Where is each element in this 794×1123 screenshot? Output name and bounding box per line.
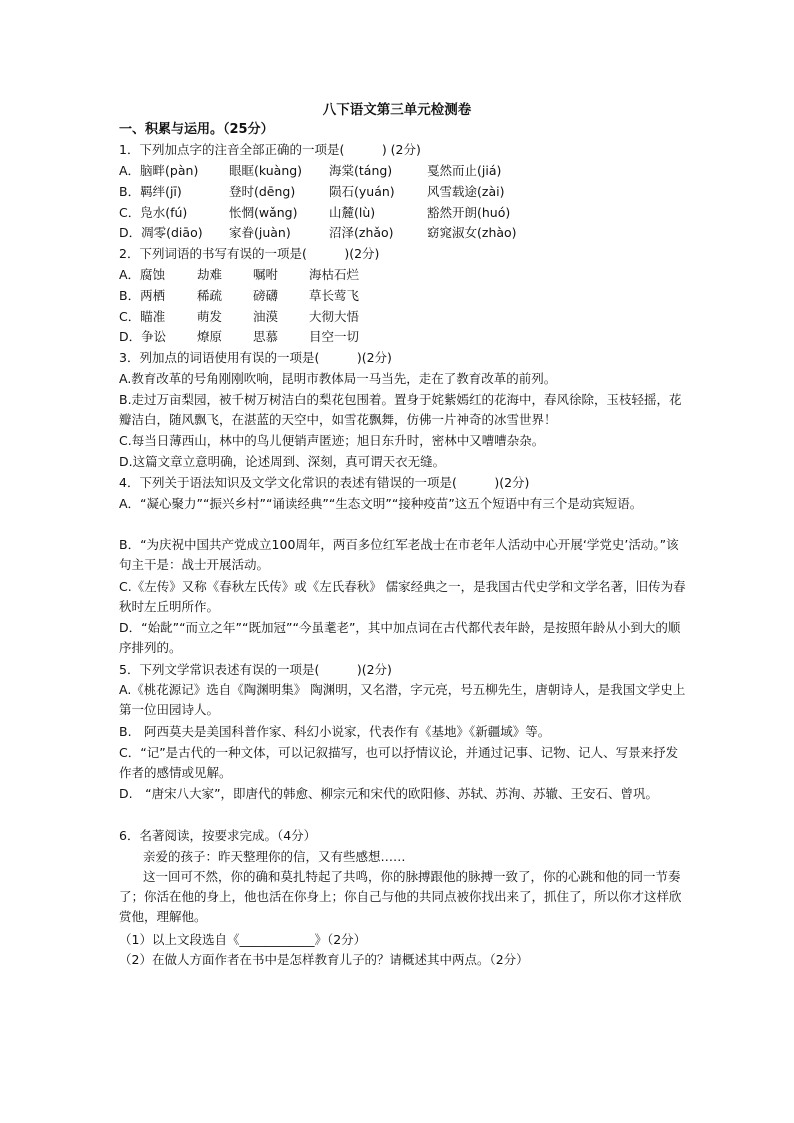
option-word: 思慕 [253, 329, 279, 344]
question-4-stem: 4．下列关于语法知识及文学文化常识的表述有错误的一项是( )(2分) [119, 475, 530, 490]
option-word: 戛然而止(jiá) [427, 163, 502, 178]
option-word: A．脑畔(pàn) [119, 163, 199, 178]
option-word: 草长莺飞 [309, 288, 360, 303]
question-5-stem: 5．下列文学常识表述有误的一项是( )(2分) [119, 662, 392, 677]
option-word: 陨石(yuán) [329, 184, 395, 199]
option-word: 沼泽(zhǎo) [329, 225, 394, 240]
option-word: 目空一切 [309, 329, 360, 344]
option-word: 眼眶(kuàng) [229, 163, 303, 178]
question-3-stem: 3．列加点的词语使用有误的一项是( )(2分) [119, 350, 392, 365]
question-6-sub-1: （1）以上文段选自《____________》（2分） [119, 932, 367, 947]
question-5-option-d: D. “唐宋八大家”，即唐代的韩愈、柳宗元和宋代的欧阳修、苏轼、苏洵、苏辙、王安石、曾巩。 [119, 786, 659, 801]
option-word: 燎原 [197, 329, 223, 344]
option-word: 登时(dēng) [229, 184, 296, 199]
reading-passage-greeting: 亲爱的孩子：昨天整理你的信，又有些感想…… [143, 849, 406, 864]
question-5-option-b: B. 阿西莫夫是美国科普作家、科幻小说家，代表作有《基地》《新疆域》等。 [119, 724, 551, 739]
option-word: 磅礴 [253, 288, 279, 303]
option-word: 豁然开朗(huó) [427, 205, 511, 220]
question-2-stem: 2．下列词语的书写有误的一项是( )(2分) [119, 246, 380, 261]
question-6-sub-2: （2）在做人方面作者在书中是怎样教育儿子的？请概述其中两点。（2分） [119, 952, 529, 967]
option-word: D．争讼 [119, 329, 167, 344]
question-3-option-b: B.走过万亩梨园，被千树万树洁白的梨花包围着。置身于姹紫嫣红的花海中，春风徐除，玉枝轻摇，花瓣洁白，随风飘飞，在湛蓝的天空中，如雪花飘舞，仿佛一片神奇的冰雪世界！ [119, 392, 682, 427]
question-3-option-a: A.教育改革的号角刚刚吹响，昆明市教体局一马当先，走在了教育改革的前列。 [119, 371, 557, 386]
option-word: 萌发 [197, 309, 223, 324]
question-4-option-c: C.《左传》又称《春秋左氏传》或《左氏春秋》 儒家经典之一，是我国古代史学和文学名著，旧传为春秋时左丘明所作。 [119, 579, 686, 614]
section-heading: 一、积累与运用。（25分） [119, 122, 274, 137]
option-word: 海棠(táng) [329, 163, 393, 178]
option-word: 风雪载途(zài) [427, 184, 505, 199]
option-word: 劫难 [197, 267, 223, 282]
option-word: 稀疏 [197, 288, 223, 303]
question-4-option-d: D．“始龀”“而立之年”“既加冠”“今虽耄老”，其中加点词在古代都代表年龄，是按照年龄从小到大的顺序排列的。 [119, 620, 681, 655]
option-word: 窈窕淑女(zhào) [427, 225, 517, 240]
option-word: 山麓(lù) [329, 205, 376, 220]
option-word: 嘱咐 [253, 267, 279, 282]
question-5-option-a: A.《桃花源记》选自《陶渊明集》 陶渊明，又名潜，字元亮，号五柳先生，唐朝诗人，是我国文学史上第一位田园诗人。 [119, 682, 686, 717]
option-word: C．瞄准 [119, 309, 166, 324]
option-word: 家眷(juàn) [229, 225, 291, 240]
option-word: A．腐蚀 [119, 267, 166, 282]
option-word: C．凫水(fú) [119, 205, 188, 220]
option-word: B．两栖 [119, 288, 166, 303]
question-6-stem: 6．名著阅读，按要求完成。（4分） [119, 828, 317, 843]
option-word: 海枯石烂 [309, 267, 360, 282]
option-word: 油漠 [253, 309, 279, 324]
option-word: B．羁绊(jī) [119, 184, 182, 199]
question-1-stem: 1．下列加点字的注音全部正确的一项是( ) (2分) [119, 142, 421, 157]
question-4-option-a: A．“凝心聚力”“振兴乡村”“诵读经典”“生态文明”“接种疫苗”这五个短语中有三个是动宾短语。 [119, 496, 643, 511]
page-title: 八下语文第三单元检测卷 [322, 102, 472, 118]
option-word: 怅惘(wǎng) [229, 205, 298, 220]
question-3-option-c: C.每当日薄西山，林中的鸟儿便销声匿迹；旭日东升时，密林中又嘈嘈杂杂。 [119, 433, 545, 448]
question-4-option-b: B．“为庆祝中国共产党成立100周年，两百多位红军老战士在市老年人活动中心开展‘学党史’活动。”该句主干是：战士开展活动。 [119, 537, 679, 572]
reading-passage-body: 这一回可不然，你的确和莫扎特起了共鸣，你的脉搏跟他的脉搏一致了，你的心跳和他的同一节奏了；你活在他的身上，他也活在你身上；你自己与他的共同点被你找出来了，抓住了，所以你才这样欣赏他，理解他。 [119, 869, 682, 924]
option-word: 大彻大悟 [309, 309, 360, 324]
option-word: D．凋零(diāo) [119, 225, 203, 240]
question-5-option-c: C．“记”是古代的一种文体，可以记叙描写，也可以抒情议论，并通过记事、记物、记人、写景来抒发作者的感情或见解。 [119, 745, 679, 780]
question-3-option-d: D.这篇文章立意明确，论述周到、深刻，真可谓天衣无缝。 [119, 454, 446, 469]
